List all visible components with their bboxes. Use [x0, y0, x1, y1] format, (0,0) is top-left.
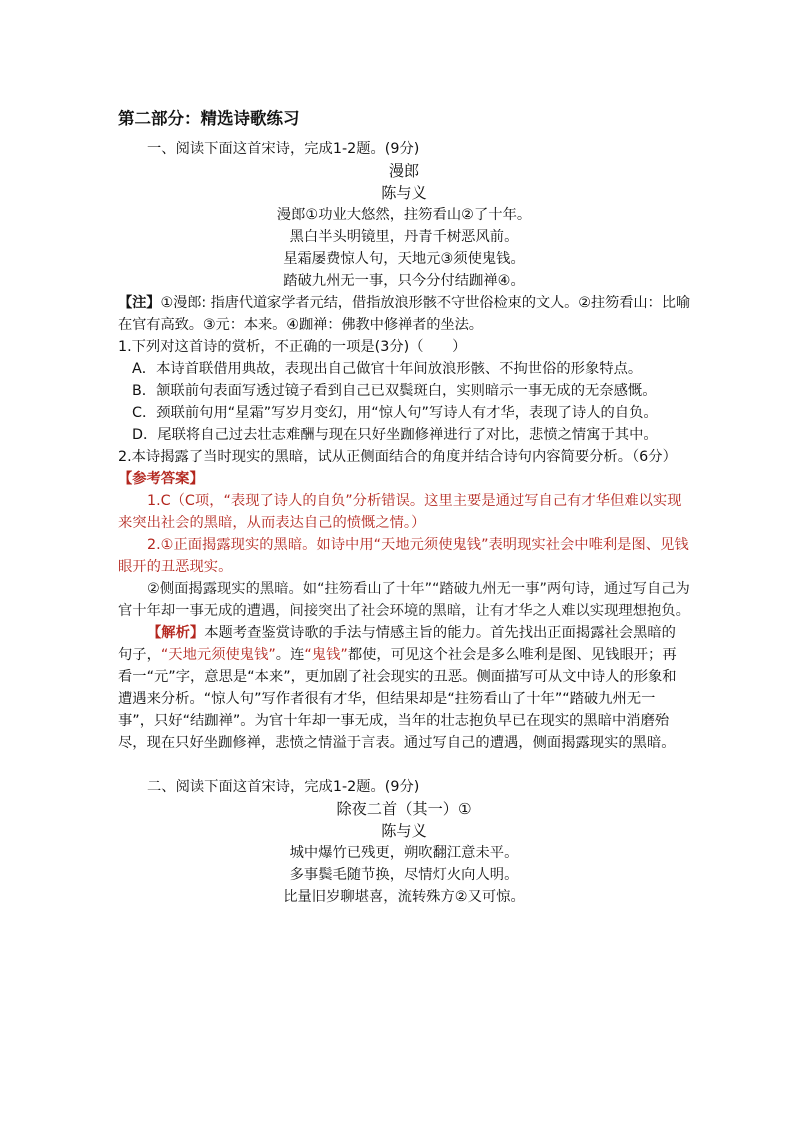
- question-1: 1.下列对这首诗的赏析，不正确的一项是(3分)（ ）: [118, 339, 467, 355]
- answer-2-side: ②侧面揭露现实的黑暗。如“拄笏看山了十年”“踏破九州无一事”两句诗，通过写自己为官十年却一事无成的遭遇，间接突出了社会环境的黑暗，让有才华之人难以实现理想抱负。: [118, 581, 690, 619]
- poem2-poet: 陈与义: [381, 822, 427, 840]
- option-b: B．颔联前句表面写透过镜子看到自己已双鬓斑白，实则暗示一事无成的无奈感慨。: [132, 383, 657, 399]
- question-2: 2.本诗揭露了当时现实的黑暗，试从正侧面结合的角度并结合诗句内容简要分析。（6分）: [118, 449, 677, 465]
- option-d: D．尾联将自己过去壮志难酬与现在只好坐跏修禅进行了对比，悲愤之情寓于其中。: [132, 427, 658, 443]
- spacer: [118, 754, 690, 776]
- analysis-text-3: 都使，可见这个社会是多么唯利是图、见钱眼开；再看一“元”字，意思是“本来”，更加剧了社会现实的丑恶。侧面描写可从文中诗人的形象和遭遇来分析。“惊人句”写作者很有才华，但结果却是“拄笏看山了十年”“踏破九州无一事”，只好“结跏禅”。为官十年却一事无成，当年的壮志抱负早已在现实的黑暗中消磨殆尽，现在只好坐跏修禅，悲愤之情溢于言表。通过写自己的遭遇，侧面揭露现实的黑暗。: [118, 647, 677, 751]
- note-label: 【注】: [118, 295, 161, 311]
- poem2-line: 比量旧岁聊堪喜，流转殊方②又可惊。: [283, 889, 525, 905]
- analysis-quote-2: “鬼钱”: [304, 647, 348, 663]
- analysis-label: 【解析】: [147, 625, 205, 641]
- poem1-line: 漫郎①功业大悠然，拄笏看山②了十年。: [276, 207, 532, 223]
- poem2-line: 多事鬓毛随节换，尽情灯火向人明。: [289, 867, 519, 883]
- document-body: [118, 104, 690, 908]
- poem1-line: 星霜屡费惊人句，天地元③须使鬼钱。: [283, 251, 525, 267]
- poem1-line: 黑白半头明镜里，丹青千树恶风前。: [289, 229, 519, 245]
- poem2-line: 城中爆竹已残更，朔吹翻江意未平。: [289, 845, 519, 861]
- answer-2-front: 2.①正面揭露现实的黑暗。如诗中用“天地元须使鬼钱”表明现实社会中唯利是图、见钱眼开的丑恶现实。: [118, 537, 689, 575]
- answer-label: 【参考答案】: [118, 471, 204, 487]
- answer-1: 1.C（C项，“表现了诗人的自负”分析错误。这里主要是通过写自己有才华但难以实现来突出社会的黑暗，从而表达自己的愤慨之情。）: [118, 493, 682, 531]
- part2-instruction: 二、阅读下面这首宋诗，完成1-2题。(9分): [147, 779, 420, 795]
- poem1-notes: [118, 292, 690, 336]
- poem1-poet: 陈与义: [381, 184, 427, 202]
- option-c: C．颈联前句用“星霜”写岁月变幻，用“惊人句”写诗人有才华，表现了诗人的自负。: [132, 405, 658, 421]
- poem1-title: 漫郎: [388, 162, 420, 180]
- option-a: A．本诗首联借用典故，表现出自己做官十年间放浪形骸、不拘世俗的形象特点。: [132, 361, 643, 377]
- note-text: ①漫郎: 指唐代道家学者元结，借指放浪形骸不守世俗检束的文人。②拄笏看山：比喻在官有高致。③元：本来。④跏禅：佛教中修禅者的坐法。: [118, 295, 690, 333]
- analysis: [118, 622, 690, 754]
- analysis-quote-1: “天地元须使鬼钱”: [160, 647, 276, 663]
- section-title: 第二部分：精选诗歌练习: [118, 109, 300, 128]
- poem2-title: 除夜二首（其一）①: [336, 800, 472, 818]
- analysis-text-1: 本题考查鉴赏诗歌的手法与情感主旨的能力。首先找出正面揭露社会黑暗的句子，: [118, 625, 676, 663]
- part1-instruction: 一、阅读下面这首宋诗，完成1-2题。(9分): [147, 141, 420, 157]
- poem1-line: 踏破九州无一事，只今分付结跏禅④。: [283, 273, 525, 289]
- analysis-text-2: 。连: [275, 647, 305, 663]
